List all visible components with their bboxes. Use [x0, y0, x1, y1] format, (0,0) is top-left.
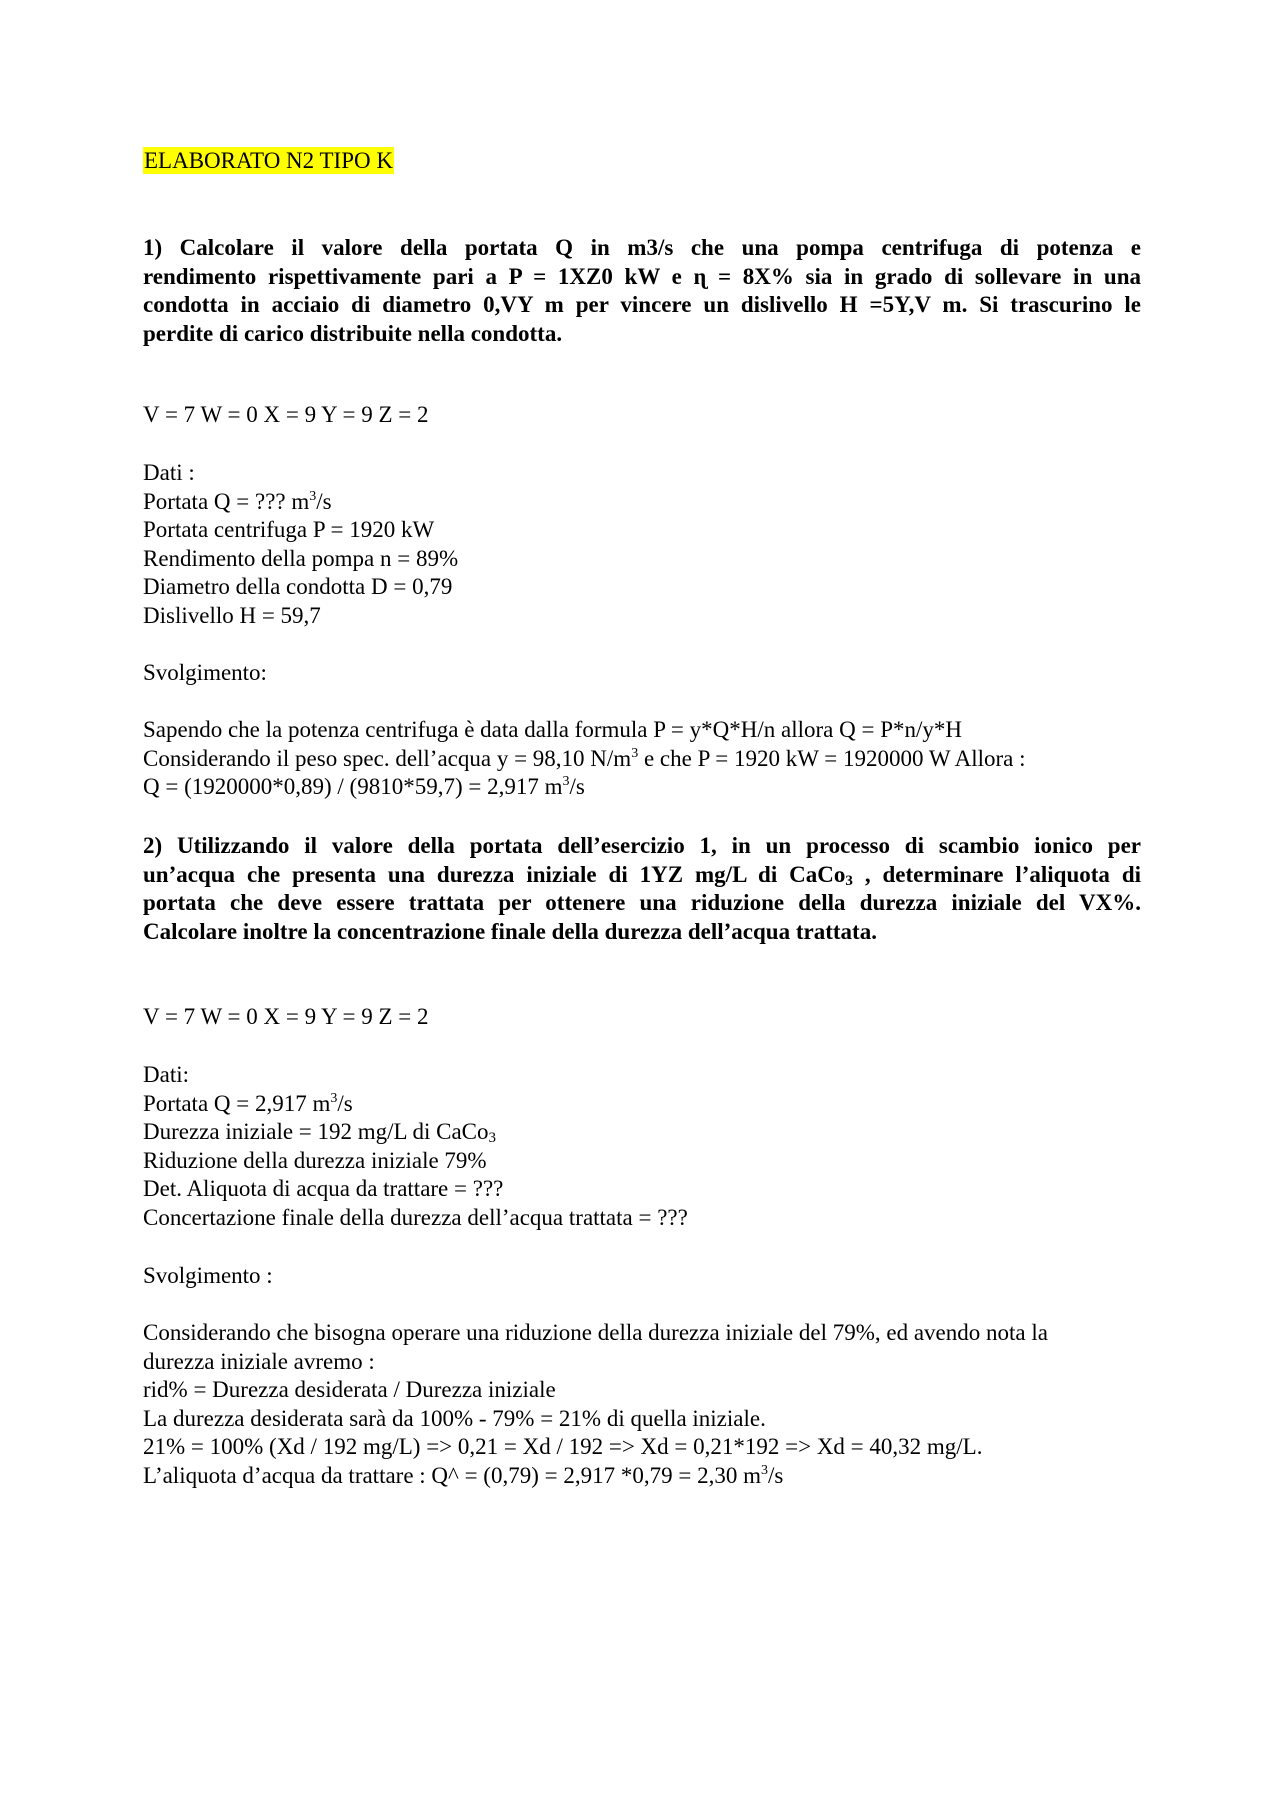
exercise1-question-line: rendimento rispettivamente pari a P = 1XZ0 kW e ɳ = 8X% sia in grado di sollevare in una — [143, 263, 1141, 289]
svolgimento-line: rid% = Durezza desiderata / Durezza iniziale — [143, 1377, 556, 1403]
svolgimento-line: durezza iniziale avremo : — [143, 1348, 375, 1374]
exercise1-question-line: perdite di carico distribuite nella condotta. — [143, 320, 563, 346]
exercise2-variables: V = 7 W = 0 X = 9 Y = 9 Z = 2 — [143, 1004, 429, 1029]
dati-portata: Portata Q = ??? $m^3/s$ — [143, 488, 332, 514]
exercise2-question-line: Calcolare inoltre la concentrazione finale della durezza dell’acqua trattata. — [143, 918, 877, 944]
exercise2-question — [143, 832, 1141, 946]
exercise1-svolgimento-label: Svolgimento: — [143, 660, 267, 685]
exercise1-variables: V = 7 W = 0 X = 9 Y = 9 Z = 2 — [143, 402, 429, 427]
dati-diametro: Diametro della condotta D = 0,79 — [143, 574, 453, 600]
exercise2-svolgimento — [143, 1319, 1141, 1491]
exercise2-question-line: 2) Utilizzando il valore della portata dell’esercizio 1, in un processo di scambio ionico per — [143, 833, 1141, 858]
exercise1-question-line: condotta in acciaio di diametro 0,VY m per vincere un dislivello H =5Y,V m. Si trascurino le — [143, 292, 1141, 318]
exercise2-question-line: un’acqua che presenta una durezza iniziale di 1YZ mg/L di CaCo$_3$ , determinare l’aliquota di — [143, 861, 1142, 889]
dati-riduzione: Riduzione della durezza iniziale 79% — [143, 1147, 487, 1173]
dati-rendimento: Rendimento della pompa n = 89% — [143, 545, 459, 571]
exercise1-question-line: 1) Calcolare il valore della portata Q in m3/s che una pompa centrifuga di potenza e — [143, 235, 1141, 260]
exercise2-dati — [143, 1061, 1141, 1233]
dati-durezza: Durezza iniziale = 192 mg/L di CaCo$_3$ — [143, 1119, 497, 1147]
svolgimento-line: Q = (1920000*0,89) / (9810*59,7) = 2,917 $m^3/s$ — [143, 774, 585, 800]
svolgimento-line: Considerando il peso spec. dell’acqua y = 98,10 $N/m^3$ e che P = 1920 kW = 1920000 W Allora : — [143, 745, 1026, 771]
svolgimento-line: 21% = 100% (Xd / 192 mg/L) => 0,21 = Xd / 192 => Xd = 0,21*192 => Xd = 40,32 mg/L. — [143, 1434, 983, 1460]
svolgimento-line: L’aliquota d’acqua da trattare : Q^ = (0,79) = 2,917 *0,79 = 2,30 $m^3/s$ — [143, 1462, 784, 1488]
dati-potenza: Portata centrifuga P = 1920 kW — [143, 517, 435, 543]
svolgimento-line: Sapendo che la potenza centrifuga è data dalla formula P = y*Q*H/n allora Q = P*n/y*H — [143, 717, 962, 742]
document-title: ELABORATO N2 TIPO K — [144, 148, 393, 173]
dati-label: Dati : — [143, 460, 195, 485]
exercise1-svolgimento — [143, 716, 1141, 802]
exercise1-dati — [143, 459, 1141, 631]
dati-label: Dati: — [143, 1062, 189, 1087]
exercise2-svolgimento-label: Svolgimento : — [143, 1263, 273, 1288]
dati-aliquota: Det. Aliquota di acqua da trattare = ??? — [143, 1176, 504, 1202]
exercise2-question-line: portata che deve essere trattata per ottenere una riduzione della durezza iniziale del VX%. — [143, 890, 1141, 916]
svolgimento-line: La durezza desiderata sarà da 100% - 79% = 21% di quella iniziale. — [143, 1405, 766, 1431]
dati-dislivello: Dislivello H = 59,7 — [143, 602, 321, 628]
dati-concentrazione: Concertazione finale della durezza dell’acqua trattata = ??? — [143, 1204, 688, 1230]
svolgimento-line: Considerando che bisogna operare una riduzione della durezza iniziale del 79%, ed avendo nota la — [143, 1320, 1048, 1345]
dati-portata: Portata Q = 2,917 $m^3/s$ — [143, 1090, 353, 1116]
exercise1-question — [143, 234, 1141, 348]
